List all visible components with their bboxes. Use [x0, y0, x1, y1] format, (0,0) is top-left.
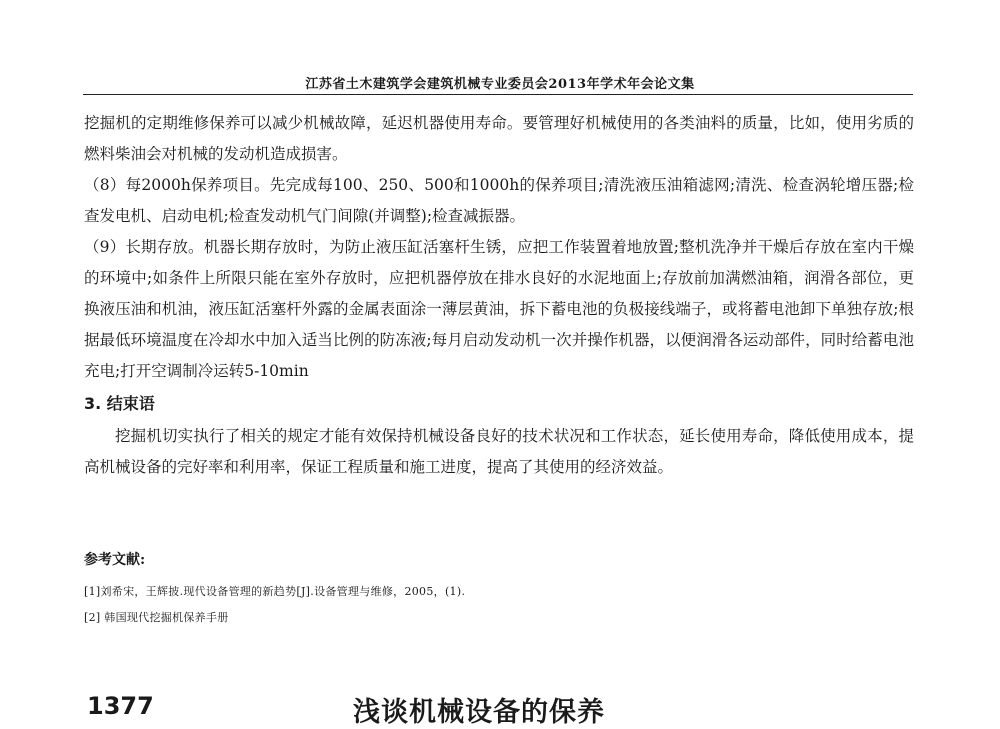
references-section	[84, 549, 914, 631]
reference-item: [2] 韩国现代挖掘机保养手册	[84, 611, 229, 624]
body-text	[84, 108, 914, 483]
paragraph-item-8: （8）每2000h保养项目。先完成每100、250、500和1000h的保养项目;清洗液压油箱滤网;清洗、检查涡轮增压器;检查发电机、启动电机;检查发动机气门间隙(并调整);检查减振器。	[84, 176, 914, 225]
header-rule	[83, 94, 913, 95]
paragraph-conclusion: 挖掘机切实执行了相关的规定才能有效保持机械设备良好的技术状况和工作状态，延长使用寿命，降低使用成本，提高机械设备的完好率和利用率，保证工程质量和施工进度，提高了其使用的经济效益。	[84, 427, 914, 476]
paragraph-item-9: （9）长期存放。机器长期存放时，为防止液压缸活塞杆生锈，应把工作装置着地放置;整机洗净并干燥后存放在室内干燥的环境中;如条件上所限只能在室外存放时，应把机器停放在排水良好的水泥地面上;存放前加满燃油箱，润滑各部位，更换液压油和机油，液压缸活塞杆外露的金属表面涂一薄层黄油，拆下蓄电池的负极接线端子，或将蓄电池卸下单独存放;根据最低环境温度在冷却水中加入适当比例的防冻液;每月启动发动机一次并操作机器，以便润滑各运动部件，同时给蓄电池充电;打开空调制冷运转5-10min	[84, 238, 914, 380]
article-number: 1377	[87, 692, 154, 720]
section-heading: 3. 结束语	[84, 394, 155, 413]
article-title: 浅谈机械设备的保养	[353, 697, 605, 728]
references-heading: 参考文献:	[84, 552, 146, 568]
reference-item: [1]刘希宋，王辉披.现代设备管理的新趋势[J].设备管理与维修，2005，(1).	[84, 585, 466, 598]
next-article-header	[0, 690, 1000, 726]
paragraph-intro: 挖掘机的定期维修保养可以减少机械故障，延迟机器使用寿命。要管理好机械使用的各类油料的质量，比如，使用劣质的燃料柴油会对机械的发动机造成损害。	[84, 114, 914, 163]
running-header: 江苏省土木建筑学会建筑机械专业委员会2013年学术年会论文集	[305, 77, 695, 92]
